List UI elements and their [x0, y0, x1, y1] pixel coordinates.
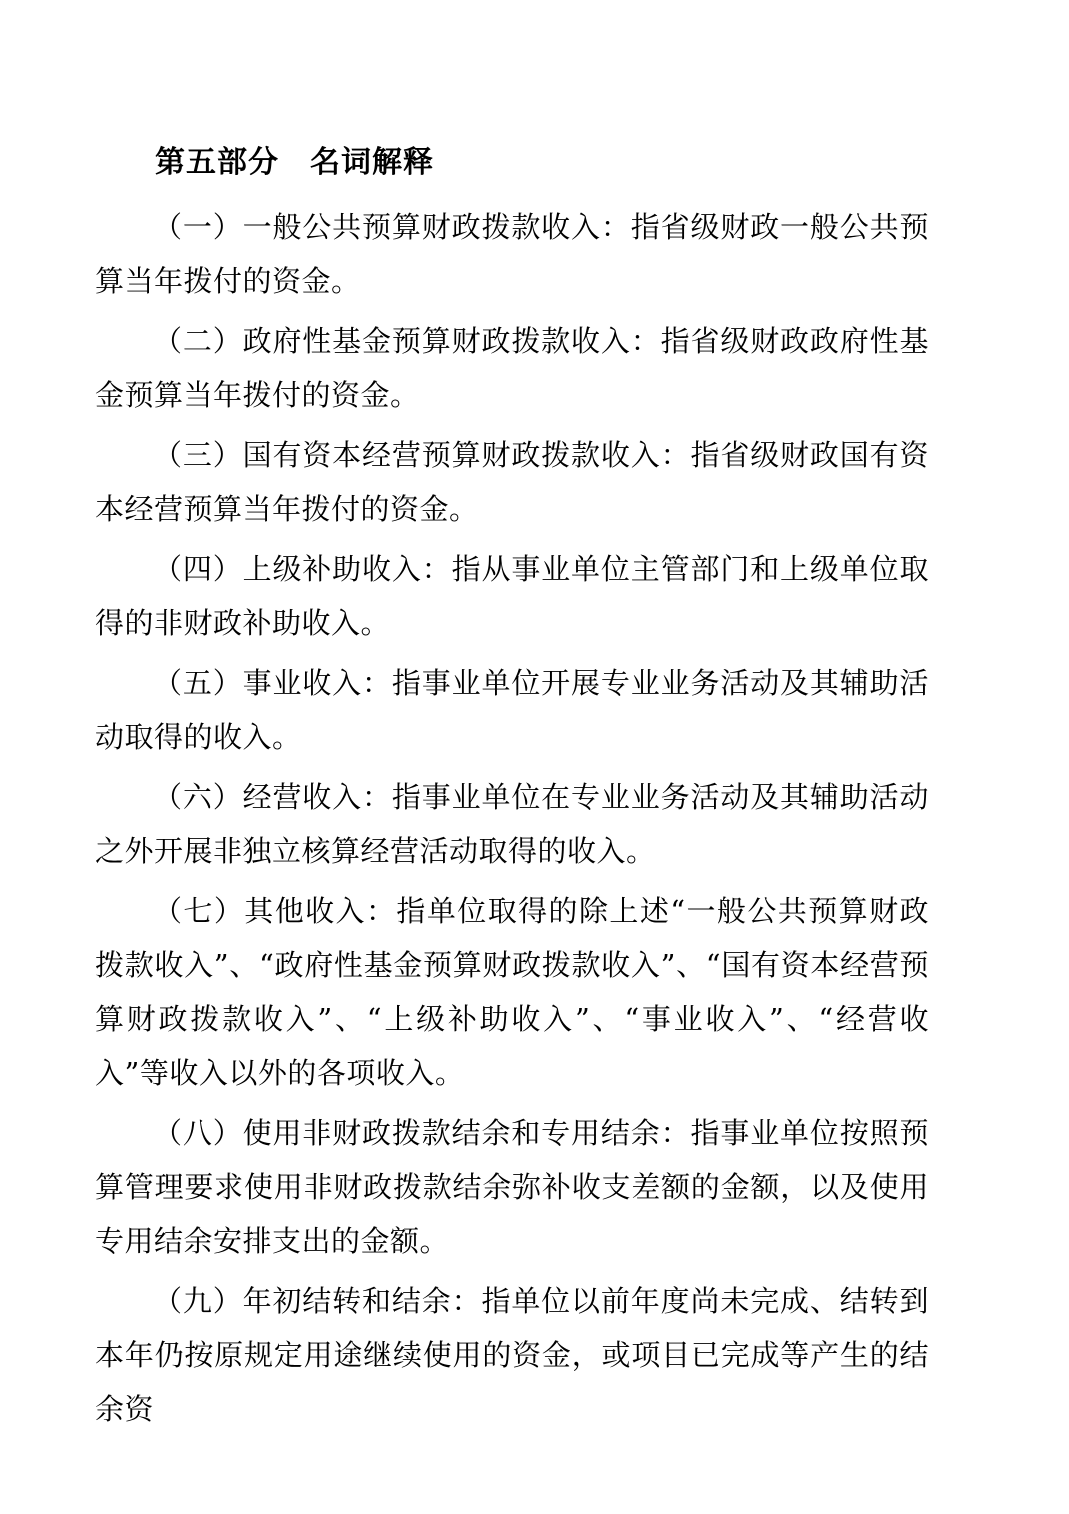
- paragraph: （八）使用非财政拨款结余和专用结余：指事业单位按照预算管理要求使用非财政拨款结余弥补收支差额的金额，以及使用专用结余安排支出的金额。: [95, 1116, 929, 1258]
- document-body: [95, 200, 929, 1436]
- paragraph: （五）事业收入：指事业单位开展专业业务活动及其辅助活动取得的收入。: [95, 666, 929, 754]
- paragraph: （四）上级补助收入：指从事业单位主管部门和上级单位取得的非财政补助收入。: [95, 552, 929, 640]
- paragraph: （九）年初结转和结余：指单位以前年度尚未完成、结转到本年仍按原规定用途继续使用的资金，或项目已完成等产生的结余资: [95, 1284, 929, 1426]
- section-title: 第五部分 名词解释: [155, 145, 434, 180]
- paragraph: （六）经营收入：指事业单位在专业业务活动及其辅助活动之外开展非独立核算经营活动取得的收入。: [95, 780, 929, 868]
- paragraph: （一）一般公共预算财政拨款收入：指省级财政一般公共预算当年拨付的资金。: [95, 210, 929, 298]
- paragraph: （三）国有资本经营预算财政拨款收入：指省级财政国有资本经营预算当年拨付的资金。: [95, 438, 929, 526]
- paragraph: （二）政府性基金预算财政拨款收入：指省级财政政府性基金预算当年拨付的资金。: [95, 324, 929, 412]
- paragraph: （七）其他收入：指单位取得的除上述“一般公共预算财政拨款收入”、“政府性基金预算财政拨款收入”、“国有资本经营预算财政拨款收入”、“上级补助收入”、“事业收入”、“经营收入”等收入以外的各项收入。: [95, 894, 929, 1090]
